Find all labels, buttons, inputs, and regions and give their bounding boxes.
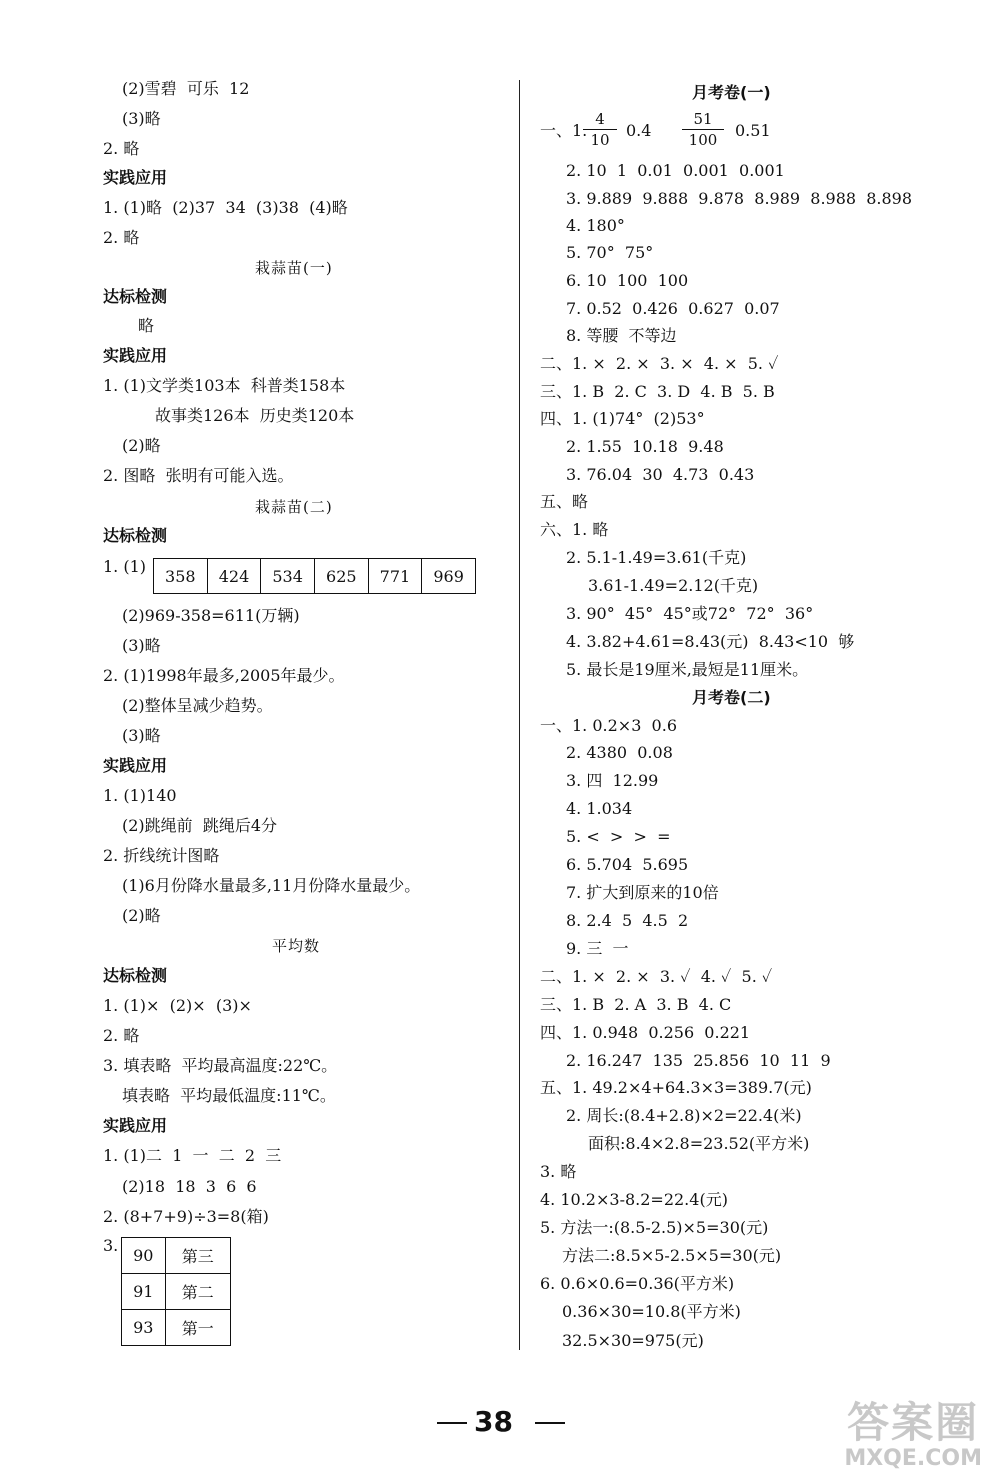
watermark-logo: 答案圈 xyxy=(847,1398,980,1447)
answer-line: 3. 四 12.99 xyxy=(566,771,659,790)
answer-line: 2. 4380 0.08 xyxy=(566,743,673,762)
answer-line: (3)略 xyxy=(122,636,161,655)
answer-line: 3. 76.04 30 4.73 0.43 xyxy=(566,465,755,484)
exam-title: 月考卷(二) xyxy=(692,688,771,707)
answer-line: 1. (1)140 xyxy=(103,786,177,805)
answer-line: 四、1. 0.948 0.256 0.221 xyxy=(540,1023,751,1042)
page-number: 38 xyxy=(474,1405,513,1438)
table-cell: 969 xyxy=(422,559,476,594)
answer-line: 2. (8+7+9)÷3=8(箱) xyxy=(103,1207,269,1226)
section-heading: 实践应用 xyxy=(103,756,168,775)
answer-line: 1. (1) xyxy=(103,557,147,576)
answer-line: 6. 5.704 5.695 xyxy=(566,855,689,874)
section-heading: 实践应用 xyxy=(103,168,168,187)
answer-line: (3)略 xyxy=(122,726,161,745)
table-cell: 424 xyxy=(207,559,261,594)
answer-line: 4. 1.034 xyxy=(566,799,633,818)
answer-line: (2)跳绳前 跳绳后4分 xyxy=(122,816,278,835)
answer-line: 2. 周长:(8.4+2.8)×2=22.4(米) xyxy=(566,1106,802,1125)
answer-line: 3. 略 xyxy=(540,1162,577,1181)
answer-line: 六、1. 略 xyxy=(540,520,609,539)
answer-line: (2)整体呈减少趋势。 xyxy=(122,696,273,715)
section-heading: 达标检测 xyxy=(103,526,168,545)
answer-line: 7. 扩大到原来的10倍 xyxy=(566,883,719,902)
watermark xyxy=(844,1400,982,1471)
answer-line: 2. 16.247 135 25.856 10 11 9 xyxy=(566,1051,831,1070)
answer-line: 二、1. × 2. × 3. × 4. × 5. ✓ xyxy=(540,354,779,373)
answer-line: 2. 5.1-1.49=3.61(千克) xyxy=(566,548,747,567)
table-cell: 625 xyxy=(314,559,368,594)
answer-line: (2)略 xyxy=(122,436,161,455)
answer-line: 5. 70° 75° xyxy=(566,243,654,262)
answer-line: 1. (1)二 1 一 二 2 三 xyxy=(103,1146,282,1165)
answer-line: 8. 2.4 5 4.5 2 xyxy=(566,911,689,930)
answer-line: 3. 90° 45° 45°或72° 72° 36° xyxy=(566,604,814,623)
answer-line: 2. 1.55 10.18 9.48 xyxy=(566,437,724,456)
answer-line: 6. 10 100 100 xyxy=(566,271,689,290)
answer-line: 四、1. (1)74° (2)53° xyxy=(540,409,705,428)
fraction-bar xyxy=(583,129,617,130)
answer-line: 8. 等腰 不等边 xyxy=(566,326,677,345)
answer-line: 5. 最长是19厘米,最短是11厘米。 xyxy=(566,660,809,679)
fraction-numerator: 51 xyxy=(693,110,713,128)
answer-line: 一、1. xyxy=(540,121,588,140)
answer-line: 三、1. B 2. C 3. D 4. B 5. B xyxy=(540,382,775,401)
answer-line: 6. 0.6×0.6=0.36(平方米) xyxy=(540,1274,735,1293)
answer-line: 1. (1)文学类103本 科普类158本 xyxy=(103,376,346,395)
lesson-title: 栽蒜苗(一) xyxy=(255,259,333,277)
answer-line: 方法二:8.5×5-2.5×5=30(元) xyxy=(562,1246,782,1265)
car-count-table xyxy=(153,558,476,594)
answer-line: 3. xyxy=(103,1236,119,1255)
answer-line: 5. 方法一:(8.5-2.5)×5=30(元) xyxy=(540,1218,769,1237)
answer-line: 1. (1)× (2)× (3)× xyxy=(103,996,252,1015)
answer-line: (1)6月份降水量最多,11月份降水量最少。 xyxy=(122,876,421,895)
table-cell: 93 xyxy=(122,1310,166,1346)
table-cell: 91 xyxy=(122,1274,166,1310)
answer-line: 0.36×30=10.8(平方米) xyxy=(562,1302,741,1321)
answer-line: 填表略 平均最低温度:11℃。 xyxy=(122,1086,336,1105)
answer-line: 1. (1)略 (2)37 34 (3)38 (4)略 xyxy=(103,198,348,217)
answer-line: 5. < > > = xyxy=(566,827,671,846)
answer-line: 2. 略 xyxy=(103,1026,140,1045)
answer-line: 故事类126本 历史类120本 xyxy=(155,406,355,425)
answer-line: 五、略 xyxy=(540,492,589,511)
fraction-denominator: 100 xyxy=(688,131,718,149)
page-number-dash-right xyxy=(535,1422,565,1424)
answer-line: 略 xyxy=(138,316,155,335)
section-heading: 实践应用 xyxy=(103,346,168,365)
column-divider xyxy=(519,80,520,1350)
answer-line: (2)18 18 3 6 6 xyxy=(122,1177,257,1196)
table-cell: 771 xyxy=(368,559,422,594)
fraction-denominator: 10 xyxy=(590,131,610,149)
answer-line: 3. 9.889 9.888 9.878 8.989 8.988 8.898 xyxy=(566,189,913,208)
table-cell: 358 xyxy=(154,559,208,594)
table-cell: 534 xyxy=(261,559,315,594)
fraction xyxy=(583,110,617,149)
answer-line: 一、1. 0.2×3 0.6 xyxy=(540,716,678,735)
answer-line: (3)略 xyxy=(122,109,161,128)
answer-line: 9. 三 一 xyxy=(566,939,629,958)
page-number-dash-left xyxy=(437,1422,467,1424)
answer-line: 2. 略 xyxy=(103,228,140,247)
ranking-table xyxy=(121,1237,231,1346)
fraction-numerator: 4 xyxy=(595,110,605,128)
table-cell: 90 xyxy=(122,1238,166,1274)
exam-title: 月考卷(一) xyxy=(692,83,771,102)
answer-line: 2. (1)1998年最多,2005年最少。 xyxy=(103,666,345,685)
answer-line: 4. 180° xyxy=(566,216,625,235)
answer-line: 7. 0.52 0.426 0.627 0.07 xyxy=(566,299,780,318)
answer-line: 2. 图略 张明有可能入选。 xyxy=(103,466,294,485)
table-cell: 第三 xyxy=(165,1238,230,1274)
lesson-title: 平均数 xyxy=(272,937,321,955)
fraction-bar xyxy=(682,129,724,130)
answer-line: 2. 折线统计图略 xyxy=(103,846,220,865)
section-heading: 实践应用 xyxy=(103,1116,168,1135)
answer-line: 2. 10 1 0.01 0.001 0.001 xyxy=(566,161,785,180)
answer-line: 五、1. 49.2×4+64.3×3=389.7(元) xyxy=(540,1078,812,1097)
table-cell: 第二 xyxy=(165,1274,230,1310)
answer-line: (2)969-358=611(万辆) xyxy=(122,606,300,625)
lesson-title: 栽蒜苗(二) xyxy=(255,498,333,516)
answer-line: 3. 填表略 平均最高温度:22℃。 xyxy=(103,1056,338,1075)
answer-line: 4. 3.82+4.61=8.43(元) 8.43<10 够 xyxy=(566,632,855,651)
section-heading: 达标检测 xyxy=(103,966,168,985)
watermark-url: MXQE.COM xyxy=(844,1446,982,1471)
answer-line: (2)略 xyxy=(122,906,161,925)
answer-line: 0.4 xyxy=(626,121,652,140)
answer-line: (2)雪碧 可乐 12 xyxy=(122,79,250,98)
answer-line: 面积:8.4×2.8=23.52(平方米) xyxy=(588,1134,810,1153)
answer-line: 32.5×30=975(元) xyxy=(562,1331,704,1350)
answer-line: 0.51 xyxy=(735,121,771,140)
answer-line: 4. 10.2×3-8.2=22.4(元) xyxy=(540,1190,728,1209)
answer-line: 3.61-1.49=2.12(千克) xyxy=(588,576,759,595)
table-cell: 第一 xyxy=(165,1310,230,1346)
answer-line: 2. 略 xyxy=(103,139,140,158)
answer-line: 二、1. × 2. × 3. ✓ 4. ✓ 5. ✓ xyxy=(540,967,773,986)
section-heading: 达标检测 xyxy=(103,287,168,306)
answer-line: 三、1. B 2. A 3. B 4. C xyxy=(540,995,732,1014)
fraction xyxy=(682,110,724,149)
